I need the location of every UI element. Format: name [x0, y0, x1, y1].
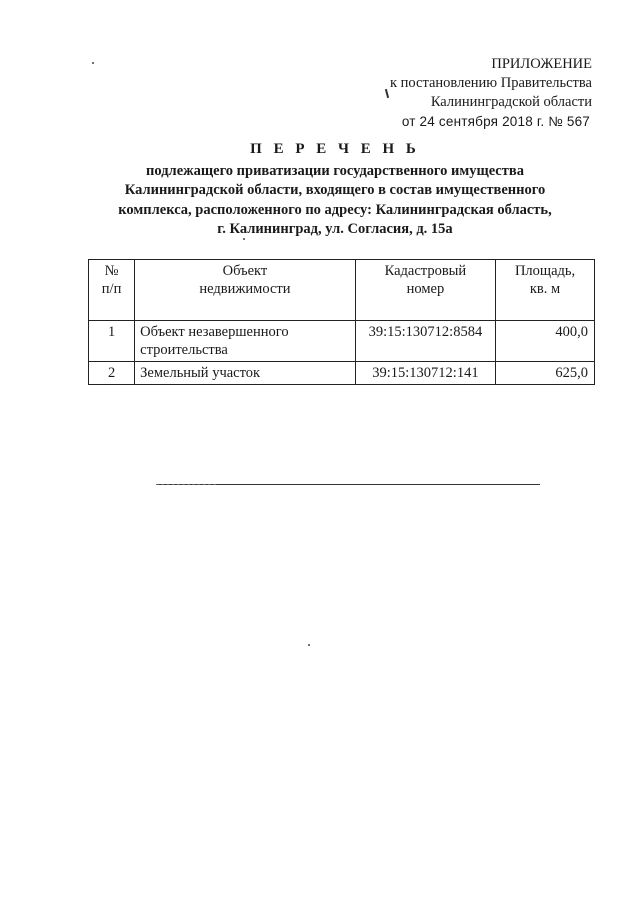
row-object: Земельный участок — [135, 362, 356, 385]
title-line-3: комплекса, расположенного по адресу: Калининградская область, — [118, 201, 552, 218]
header-cadastral-line-1: Кадастровый — [384, 263, 467, 279]
title-line-4: г. Калининград, ул. Согласия, д. 15а — [217, 221, 453, 237]
header-object — [135, 260, 356, 321]
row-cadastral: 39:15:130712:141 — [355, 362, 495, 385]
row-object — [135, 321, 356, 362]
header-number — [89, 260, 135, 321]
appendix-header — [262, 55, 592, 131]
row-object-line-2: строительства — [140, 342, 228, 358]
table-row — [89, 362, 595, 385]
header-object-line-2: недвижимости — [199, 281, 291, 297]
title-line-2: Калининградской области, входящего в состав имущественного — [124, 182, 546, 198]
appendix-label: ПРИЛОЖЕНИЕ — [491, 56, 592, 72]
row-object-line-1: Объект незавершенного — [140, 324, 289, 340]
appendix-date-number: от 24 сентября 2018 г. № 567 — [401, 114, 590, 129]
header-cadastral — [355, 260, 495, 321]
title-heading: П Е Р Е Ч Е Н Ь — [250, 141, 420, 157]
property-table — [88, 259, 595, 385]
row-area: 625,0 — [496, 362, 595, 385]
scan-speck — [308, 644, 310, 646]
appendix-decree-ref: к постановлению Правительства — [390, 75, 592, 91]
scan-speck — [243, 238, 245, 240]
table-header-row — [89, 260, 595, 321]
header-number-line-2: п/п — [101, 281, 122, 297]
scan-speck — [92, 62, 94, 64]
document-title — [95, 140, 575, 240]
end-of-list-line — [156, 484, 540, 485]
header-number-line-1: № — [104, 263, 119, 279]
header-area-line-2: кв. м — [529, 281, 561, 297]
header-area-line-1: Площадь, — [514, 263, 576, 279]
header-object-line-1: Объект — [222, 263, 268, 279]
row-area: 400,0 — [496, 321, 595, 362]
table-row — [89, 321, 595, 362]
header-cadastral-line-2: номер — [406, 281, 445, 297]
row-cadastral: 39:15:130712:8584 — [355, 321, 495, 362]
title-line-1: подлежащего приватизации государственного имущества — [146, 162, 524, 179]
header-area — [496, 260, 595, 321]
row-number: 1 — [89, 321, 135, 362]
appendix-region: Калининградской области — [430, 94, 592, 110]
row-number: 2 — [89, 362, 135, 385]
